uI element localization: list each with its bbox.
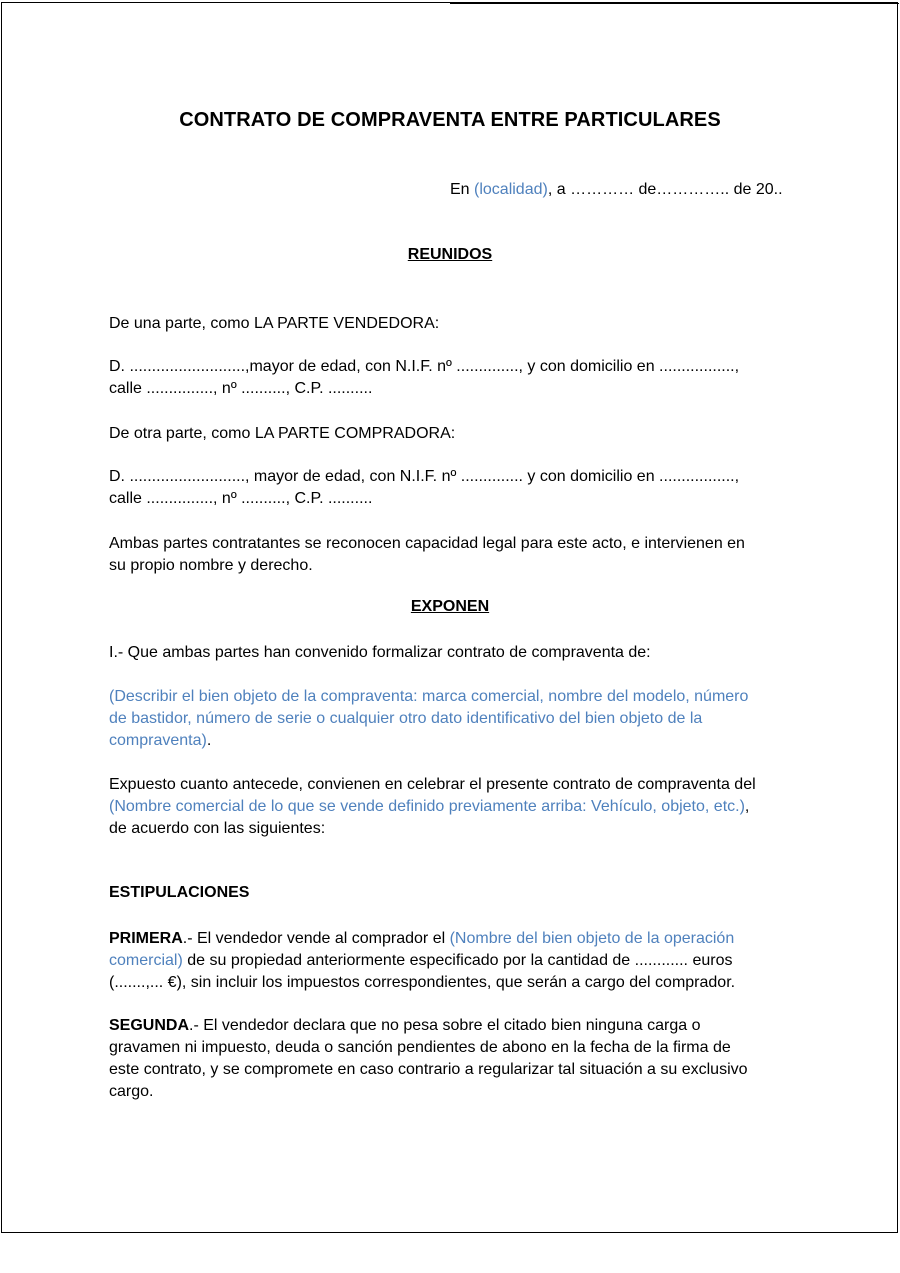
seller-line-1: D. ..........................,mayor de edad, con N.I.F. nº .............., y con domicilio en .................,	[109, 358, 740, 375]
reunidos-heading: REUNIDOS	[407, 246, 493, 263]
segunda-text-1: .- El vendedor declara que no pesa sobre el citado bien ninguna carga o	[189, 1017, 701, 1034]
expuesto-line-3: de acuerdo con las siguientes:	[109, 820, 326, 837]
segunda-text-4: cargo.	[109, 1083, 154, 1100]
expuesto-placeholder: (Nombre comercial de lo que se vende definido previamente arriba: Vehículo, objeto, etc.)	[109, 798, 745, 815]
description-placeholder-line-1: (Describir el bien objeto de la compraventa: marca comercial, nombre del modelo, número	[109, 688, 749, 705]
seller-details	[109, 356, 799, 400]
capacity-line-2: su propio nombre y derecho.	[109, 557, 313, 574]
expuesto-line-1: Expuesto cuanto antecede, convienen en celebrar el presente contrato de compraventa del	[109, 776, 756, 793]
primera-text-3: (.......,... €), sin incluir los impuestos correspondientes, que serán a cargo del comprador.	[109, 974, 736, 991]
exponen-heading: EXPONEN	[410, 598, 490, 615]
capacity-paragraph	[109, 533, 799, 577]
segunda-label: SEGUNDA	[109, 1017, 190, 1034]
primera-text-1: .- El vendedor vende al comprador el	[182, 930, 450, 947]
description-placeholder-line-3: compraventa)	[109, 732, 207, 749]
clause-i: I.- Que ambas partes han convenido formalizar contrato de compraventa de:	[109, 644, 651, 661]
clause-primera	[109, 928, 799, 994]
primera-placeholder-1: (Nombre del bien objeto de la operación	[449, 930, 735, 947]
seller-line-2: calle ..............., nº .........., C.P. ..........	[109, 380, 373, 397]
seller-intro: De una parte, como LA PARTE VENDEDORA:	[109, 315, 440, 332]
date-prefix: En	[450, 181, 475, 198]
segunda-text-3: este contrato, y se compromete en caso contrario a regularizar tal situación a su exclusivo	[109, 1061, 748, 1078]
description-end: .	[206, 732, 212, 749]
primera-text-2: de su propiedad anteriormente especificado por la cantidad de ............ euros	[182, 952, 733, 969]
primera-label: PRIMERA	[109, 930, 183, 947]
estipulaciones-heading: ESTIPULACIONES	[109, 884, 250, 901]
buyer-line-1: D. .........................., mayor de edad, con N.I.F. nº .............. y con domicilio en .................,	[109, 468, 740, 485]
expuesto-placeholder-end: ,	[744, 798, 750, 815]
segunda-text-2: gravamen ni impuesto, deuda o sanción pendientes de abono en la fecha de la firma de	[109, 1039, 731, 1056]
date-line	[450, 181, 783, 199]
document-title: CONTRATO DE COMPRAVENTA ENTRE PARTICULARES	[179, 109, 721, 131]
clause-segunda	[109, 1015, 799, 1103]
buyer-line-2: calle ..............., nº .........., C.P. ..........	[109, 490, 373, 507]
buyer-details	[109, 466, 799, 510]
locality-placeholder: (localidad)	[474, 181, 548, 198]
capacity-line-1: Ambas partes contratantes se reconocen capacidad legal para este acto, e intervienen en	[109, 535, 745, 552]
expuesto-paragraph	[109, 774, 799, 840]
description-placeholder-line-2: de bastidor, número de serie o cualquier otro dato identificativo del bien objeto de la	[109, 710, 703, 727]
description-paragraph	[109, 686, 799, 752]
primera-placeholder-2: comercial)	[109, 952, 183, 969]
buyer-intro: De otra parte, como LA PARTE COMPRADORA:	[109, 425, 456, 442]
page-border-segment	[450, 3, 899, 4]
date-suffix: , a ………… de………….. de 20..	[547, 181, 783, 198]
